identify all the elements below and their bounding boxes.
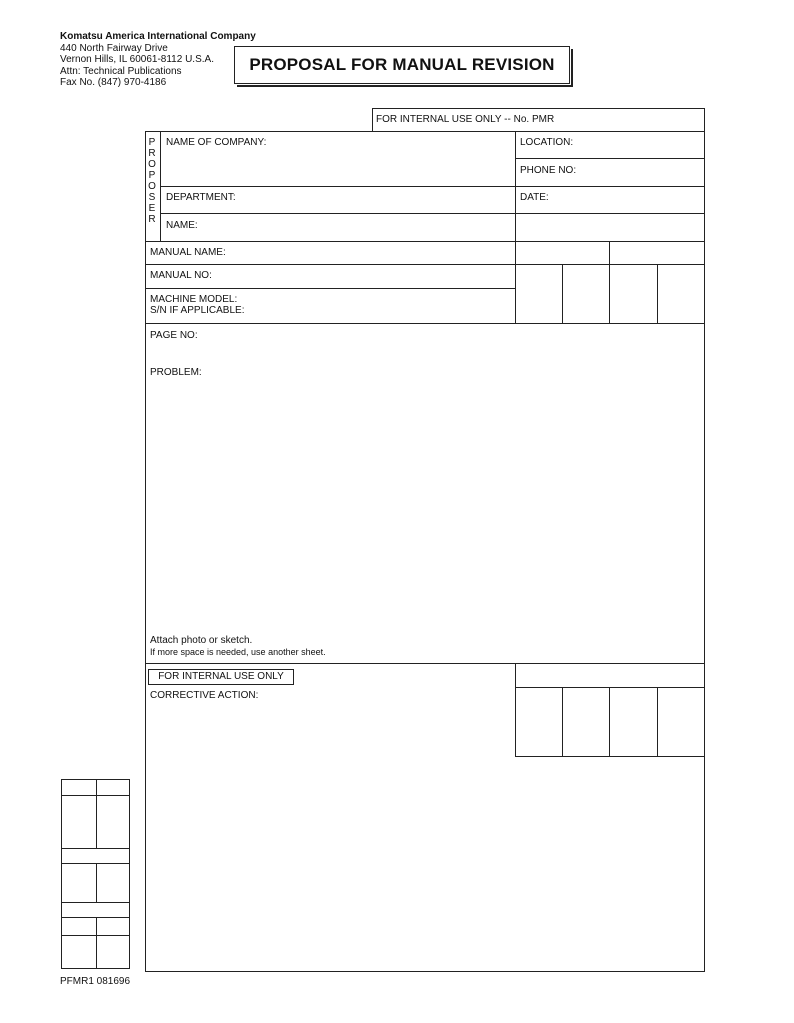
- location-label: LOCATION:: [520, 137, 574, 148]
- more-space-note: If more space is needed, use another sheet.: [150, 647, 326, 657]
- internal-use-only-box: [148, 669, 294, 685]
- address-line-1: 440 North Fairway Drive: [60, 42, 168, 54]
- address-line-2: Vernon Hills, IL 60061-8112 U.S.A.: [60, 54, 214, 65]
- attention-line: Attn: Technical Publications: [60, 65, 182, 77]
- department-label: DEPARTMENT:: [166, 192, 236, 203]
- name-label: NAME:: [166, 220, 198, 231]
- manual-name-label: MANUAL NAME:: [150, 247, 226, 258]
- internal-pmr-label: FOR INTERNAL USE ONLY -- No. PMR: [376, 114, 555, 125]
- corrective-action-label: CORRECTIVE ACTION:: [150, 690, 259, 701]
- date-label: DATE:: [520, 192, 549, 203]
- proposer-letter: P: [148, 137, 156, 148]
- page-no-label: PAGE NO:: [150, 330, 198, 341]
- routing-grid: [61, 779, 130, 969]
- name-of-company-label: NAME OF COMPANY:: [166, 137, 267, 148]
- machine-model-label: MACHINE MODEL:: [150, 294, 238, 305]
- proposer-letter: S: [148, 192, 156, 203]
- sender-address: [60, 31, 256, 89]
- proposer-letter: E: [148, 203, 156, 214]
- form-title: [234, 46, 570, 84]
- attach-note: Attach photo or sketch.: [150, 635, 253, 646]
- proposer-letter: P: [148, 170, 156, 181]
- fax-number: Fax No. (847) 970-4186: [60, 77, 167, 88]
- proposer-letter: R: [148, 148, 156, 159]
- form-title-text: PROPOSAL FOR MANUAL REVISION: [249, 55, 555, 74]
- phone-no-label: PHONE NO:: [520, 165, 577, 176]
- form-code: PFMR1 081696: [60, 976, 131, 987]
- problem-label: PROBLEM:: [150, 367, 202, 378]
- proposer-letter: O: [148, 181, 156, 192]
- serial-number-label: S/N IF APPLICABLE:: [150, 305, 245, 316]
- proposer-letter: O: [148, 159, 156, 170]
- company-name: Komatsu America International Company: [60, 31, 256, 42]
- proposer-letter: R: [148, 214, 156, 225]
- proposer-vertical-label: [146, 137, 158, 225]
- internal-use-only-label: FOR INTERNAL USE ONLY: [158, 671, 284, 682]
- manual-no-label: MANUAL NO:: [150, 270, 212, 281]
